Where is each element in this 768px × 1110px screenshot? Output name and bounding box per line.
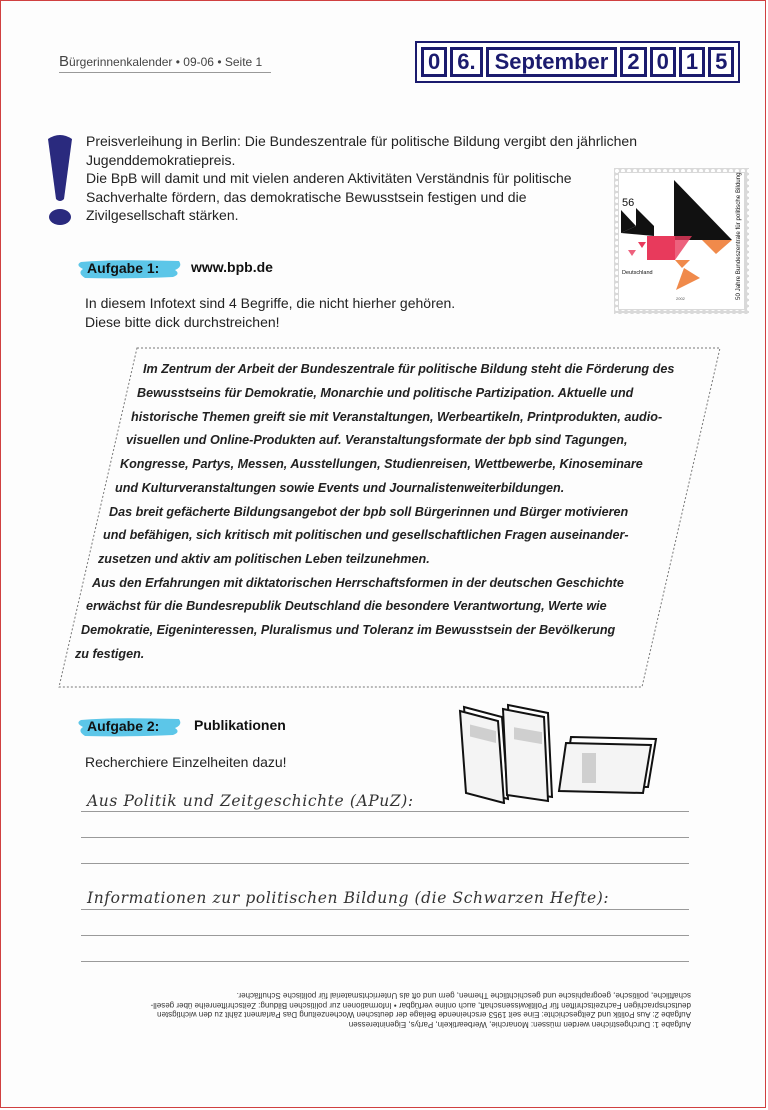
date-day-digit-1: 0 <box>421 47 447 77</box>
aufgabe2-instruction <box>85 753 287 772</box>
stamp-caption: 50 Jahre Bundeszentrale für politische Bildung <box>735 172 742 300</box>
intro-text <box>86 132 686 225</box>
field1-label: Aus Politik und Zeitgeschichte (APuZ): <box>87 792 414 810</box>
intro-line: Zivilgesellschaft stärken. <box>86 207 239 223</box>
solutions-footer <box>91 991 691 1029</box>
infotext-line: Im Zentrum der Arbeit der Bundeszentrale für politische Bildung steht die Förderung des <box>143 362 675 376</box>
instruction-line: Diese bitte dick durchstreichen! <box>85 314 280 330</box>
date-year-digit-2: 0 <box>650 47 676 77</box>
newspapers-icon <box>456 699 661 804</box>
footer-line: deutschsprachigen Fachzeitschriften für Politikwissenschaft, auch online verfügbar • Informationen zur politischen Bildung: Zeitschriftenreihe über gesell- <box>150 1001 691 1010</box>
infotext-line: erwächst für die Bundesrepublik Deutschland die besondere Verantwortung, Werte wie <box>86 599 607 613</box>
infotext-line: zu festigen. <box>75 647 145 661</box>
date-year-digit-1: 2 <box>620 47 646 77</box>
infotext-line: Demokratie, Eigeninteressen, Pluralismus und Toleranz im Bewusstsein der Bevölkerung <box>81 623 616 637</box>
infotext-line: Das breit gefächerte Bildungsangebot der bpb soll Bürgerinnen und Bürger motivieren <box>109 505 629 519</box>
infotext-line: und Kulturveranstaltungen sowie Events und Journalistenweiterbildungen. <box>115 481 565 495</box>
exclamation-icon <box>45 133 75 228</box>
instruction-line: Recherchiere Einzelheiten dazu! <box>85 754 287 770</box>
stamp-value: 56 <box>622 197 635 209</box>
aufgabe1-label <box>81 258 159 278</box>
stamp-country: Deutschland <box>622 270 653 276</box>
writing-line[interactable] <box>81 837 689 838</box>
infotext-line: Bewusstseins für Demokratie, Monarchie und politische Partizipation. Aktuelle und <box>137 386 634 400</box>
writing-line[interactable] <box>81 811 689 812</box>
footer-line: Aufgabe 2: Aus Politik und Zeitgeschichte: Eine seit 1953 erscheinende Beilage der deutschen Wochenzeitung Das Parlament zählt zu den wichtigsten <box>157 1010 691 1020</box>
intro-line: Preisverleihung in Berlin: Die Bundeszentrale für politische Bildung vergibt den jährlichen <box>86 133 637 149</box>
date-display <box>415 41 740 83</box>
writing-line[interactable] <box>81 935 689 936</box>
writing-line[interactable] <box>81 909 689 910</box>
infotext-line: visuellen und Online-Produkten auf. Veranstaltungsformate der bpb sind Tagungen, <box>126 433 628 447</box>
date-year-digit-3: 1 <box>679 47 705 77</box>
header-title: ürgerinnenkalender • 09-06 • Seite 1 <box>69 55 263 69</box>
aufgabe2-title: Publikationen <box>194 717 286 733</box>
footer-line: Aufgabe 1: Durchgestrichen werden müssen: Monarchie, Werbeartikeln, Partys, Eigeninteressen <box>348 1020 691 1029</box>
intro-line: Sachverhalte fördern, das demokratische Bewusstsein festigen und die <box>86 188 527 205</box>
intro-line: Jugenddemokratiepreis. <box>86 151 236 168</box>
field2-label: Informationen zur politischen Bildung (die Schwarzen Hefte): <box>87 889 610 907</box>
stamp-small: 2002 <box>676 296 685 301</box>
aufgabe1-label-text: Aufgabe 1: <box>87 260 160 276</box>
header-initial: B <box>59 53 70 70</box>
infotext-content <box>57 346 722 689</box>
infotext-line: zusetzen und aktiv am politischen Leben teilzunehmen. <box>98 552 430 566</box>
intro-line: Die BpB will damit und mit vielen anderen Aktivitäten Verständnis für politische <box>86 170 572 186</box>
postage-stamp <box>614 168 749 314</box>
date-year-digit-4: 5 <box>708 47 734 77</box>
instruction-line: In diesem Infotext sind 4 Begriffe, die nicht hierher gehören. <box>85 295 456 311</box>
calendar-header <box>59 53 271 73</box>
aufgabe2-label <box>81 716 159 736</box>
infotext-line: Kongresse, Partys, Messen, Ausstellungen, Studienreisen, Wettbewerbe, Kinoseminare <box>120 457 643 471</box>
infotext-box <box>57 346 722 689</box>
infotext-line: historische Themen greift sie mit Veranstaltungen, Werbeartikeln, Printprodukten, audio- <box>131 410 663 424</box>
date-day-digit-2: 6. <box>450 47 482 77</box>
footer-line: schaftliche, politische, geographische und geschichtliche Themen, gern und oft als Unterrichtsmaterial für politische Schulfächer. <box>236 991 691 1001</box>
aufgabe1-title: www.bpb.de <box>191 259 273 275</box>
infotext-line: und befähigen, sich kritisch mit politischen und gesellschaftlichen Fragen auseinander- <box>103 528 629 542</box>
writing-line[interactable] <box>81 863 689 864</box>
aufgabe1-instructions <box>85 294 455 332</box>
writing-line[interactable] <box>81 961 689 962</box>
date-month: September <box>486 47 618 77</box>
infotext-line: Aus den Erfahrungen mit diktatorischen Herrschaftsformen in der deutschen Geschichte <box>92 576 624 590</box>
aufgabe2-label-text: Aufgabe 2: <box>87 718 160 734</box>
